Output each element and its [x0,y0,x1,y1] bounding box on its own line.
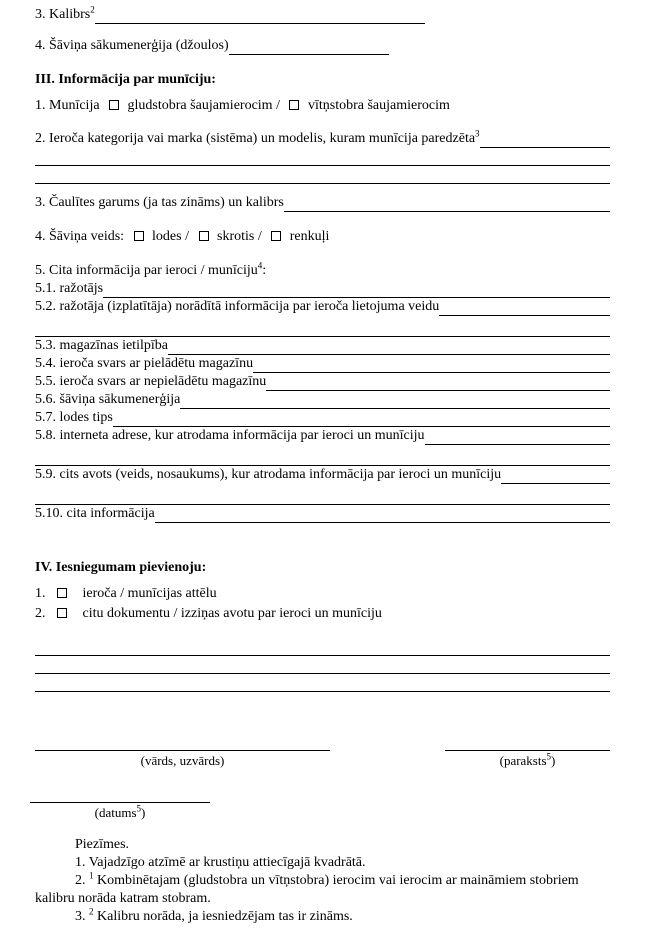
note-3: 3. $^2$ Kalibru norāda, ja iesniedzējam tas ir zināms. [75,906,353,924]
section3-title: III. Informācija par munīciju: [35,72,216,87]
checkbox-citi-dokumenti[interactable] [57,608,67,618]
field-5-10-line[interactable] [155,521,610,523]
checkbox-skrotis[interactable] [199,231,209,241]
checkbox-vitnstobra[interactable] [289,100,299,110]
date-block [30,786,210,822]
footnote-ref-1: 1 [89,870,94,881]
attachments-blank-line-2[interactable] [35,656,610,674]
field-5-8-line[interactable] [425,443,610,445]
field-5-9-continuation-line[interactable] [35,484,610,505]
municija-type-row [35,97,610,115]
field-5-2-lietojuma-veids [35,298,610,316]
field-5-9-label: 5.9. cits avots (veids, nosaukums), kur atrodama informācija par ieroci un munīciju [35,467,502,482]
field-5-3-magazinas-ietilpiba [35,337,610,355]
field-5-1-razotajs [35,280,610,298]
field-energija-label: 4. Šāviņa sākumenerģija (džoulos) [35,38,229,53]
checkbox-attels[interactable] [57,588,67,598]
cita-informacija-header: 5. Cita informācija par ieroci / munīciju$^4$: [35,260,267,278]
signature-row [35,734,610,770]
opt-skrotis-label: skrotis [217,229,255,244]
field-5-4-svars-pieladetu [35,355,610,373]
kalibrs-fill-line[interactable] [95,22,425,24]
footnote-ref-4: 4 [257,260,263,271]
footnote-ref-3: 3 [475,128,480,139]
kategorija-label: 2. Ieroča kategorija vai marka (sistēma) un modelis, kuram munīcija paredzēta$^3$ [35,128,480,146]
note-2: 2. $^1$ Kombinētajam (gludstobra un vītņstobra) ierocim vai ierocim ar maināmiem stobriem kalibru norāda katram stobram. [35,870,579,906]
field-5-5-label: 5.5. ieroča svars ar nepielādētu magazīnu [35,374,267,389]
field-kalibrs-row [35,6,610,24]
field-5-10-cita-informacija [35,505,610,523]
opt-renkuli-label: renkuļi [289,229,330,244]
field-5-8-continuation-line[interactable] [35,445,610,466]
field-5-2-continuation-line[interactable] [35,316,610,337]
field-5-8-interneta-adrese [35,427,610,445]
field-5-6-label: 5.6. šāviņa sākumenerģija [35,392,181,407]
name-caption: (vārds, uzvārds) [140,753,225,768]
field-5-6-sakumenergija [35,391,610,409]
caulites-label: 3. Čaulītes garums (ja tas zināms) un kalibrs [35,195,284,210]
opt-gludstobra-label: gludstobra šaujamierocim [127,98,273,113]
opt-lodes-label: lodes [152,229,182,244]
date-caption: (datums$^5$) [94,803,146,820]
signature-block [445,734,610,770]
notes-section [35,836,610,926]
checkbox-renkuli[interactable] [271,231,281,241]
field-5-4-label: 5.4. ieroča svars ar pielādētu magazīnu [35,356,254,371]
signature-caption: (paraksts$^5$) [499,751,556,768]
attachment-1-number: 1. [35,586,46,601]
notes-title: Piezīmes. [75,837,130,852]
field-5-8-label: 5.8. interneta adrese, kur atrodama informācija par ieroci un munīciju [35,428,425,443]
field-5-1-label: 5.1. ražotājs [35,281,104,296]
field-kalibrs-label: 3. Kalibrs$^2$ [35,4,95,22]
name-signature-line[interactable] [35,734,330,751]
name-signature-block [35,734,330,770]
savina-veids-prefix: 4. Šāviņa veids: [35,229,125,244]
attachments-blank-block [35,638,610,692]
footnote-ref-2: 2 [90,4,95,15]
option-separator: / [276,98,280,113]
option-separator: / [185,229,189,244]
signature-line[interactable] [445,734,610,751]
footnote-ref-2: 2 [89,906,94,917]
field-5-7-label: 5.7. lodes tips [35,410,113,425]
kategorija-blank-line-2[interactable] [35,166,610,184]
field-5-2-label: 5.2. ražotāja (izplatītāja) norādītā informācija par ieroča lietojuma veidu [35,299,440,314]
section4-title: IV. Iesniegumam pievienoju: [35,560,207,575]
field-energija-row [35,37,610,55]
attachment-2-label: citu dokumentu / izziņas avotu par ieroci un munīciju [82,606,382,621]
field-5-5-line[interactable] [266,389,610,391]
field-5-7-lodes-tips [35,409,610,427]
caulites-row [35,194,610,212]
field-5-4-line[interactable] [253,371,610,373]
footnote-ref-5: 5 [136,803,142,814]
field-5-3-label: 5.3. magazīnas ietilpība [35,338,168,353]
field-5-5-svars-nepieladetu [35,373,610,391]
kategorija-blank-line-1[interactable] [35,148,610,166]
note-1: 1. Vajadzīgo atzīmē ar krustiņu attiecīgajā kvadrātā. [75,855,366,870]
attachment-2-number: 2. [35,606,46,621]
energija-fill-line[interactable] [229,53,389,55]
footnote-ref-5: 5 [546,751,552,762]
field-5-2-line[interactable] [439,314,610,316]
field-5-9-line[interactable] [501,482,610,484]
kategorija-row [35,130,610,148]
kategorija-fill-line[interactable] [480,146,610,148]
attachment-item-1 [35,585,610,605]
caulites-fill-line[interactable] [284,210,610,212]
checkbox-lodes[interactable] [134,231,144,241]
opt-vitnstobra-label: vītņstobra šaujamierocim [307,98,450,113]
field-5-6-line[interactable] [180,407,610,409]
attachment-item-2 [35,605,610,625]
field-5-10-label: 5.10. cita informācija [35,506,155,521]
attachments-blank-line-1[interactable] [35,638,610,656]
option-separator: / [257,229,262,244]
field-5-9-cits-avots [35,466,610,484]
savina-veids-row [35,228,610,246]
municija-prefix: 1. Munīcija [35,98,100,113]
attachments-blank-line-3[interactable] [35,674,610,692]
checkbox-gludstobra[interactable] [109,100,119,110]
attachment-1-label: ieroča / munīcijas attēlu [82,586,217,601]
date-line[interactable] [30,786,210,803]
